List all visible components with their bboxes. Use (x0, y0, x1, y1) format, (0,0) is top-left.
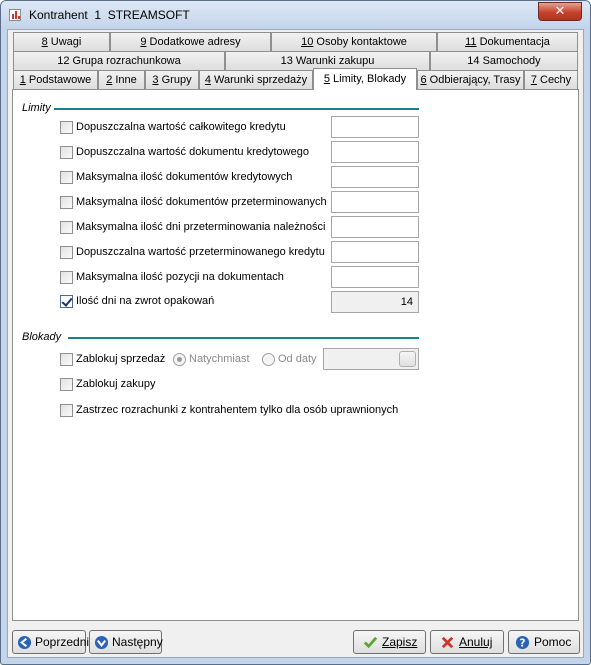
checkbox-label: Maksymalna ilość pozycji na dokumentach (76, 271, 284, 283)
tab-limity-blokady[interactable] (313, 68, 417, 90)
cross-icon (440, 635, 455, 650)
close-button[interactable]: ✕ (538, 2, 582, 21)
tab-label: Limity, Blokady (333, 73, 407, 85)
next-button[interactable] (89, 630, 162, 654)
help-button[interactable] (508, 630, 580, 654)
tab-label: Dodatkowe adresy (149, 36, 241, 48)
tab-osoby-kontaktowe[interactable] (271, 32, 437, 52)
radio-from-date-label: Od daty (278, 353, 317, 365)
checkbox-label: Maksymalna ilość dokumentów przeterminowanych (76, 196, 327, 208)
button-label: Zapisz (382, 635, 418, 649)
tab-panel-limity-blokady (12, 89, 579, 621)
button-label: Poprzedni (35, 635, 90, 649)
window-title: Kontrahent 1 STREAMSOFT (29, 8, 190, 22)
button-label: Anuluj (459, 635, 493, 649)
tab-label: Podstawowe (28, 74, 92, 86)
tab-dokumentacja[interactable] (437, 32, 578, 52)
tab-key: 8 (41, 36, 48, 48)
cancel-button[interactable] (430, 630, 504, 654)
help-icon (515, 635, 530, 650)
tab-label: Inne (115, 74, 137, 86)
tab-odbierajacy-trasy[interactable] (417, 70, 524, 90)
tab-grupa-rozrachunkowa[interactable] (13, 51, 225, 71)
tab-label: Uwagi (50, 36, 82, 48)
limity-section-title: Limity (22, 102, 51, 114)
tab-podstawowe[interactable] (13, 70, 98, 90)
checkbox-label: Zablokuj sprzedaż (76, 353, 166, 365)
tab-key: 1 (19, 74, 26, 86)
svg-text:?: ? (519, 637, 526, 650)
checkbox-label: Maksymalna ilość dni przeterminowania należności (76, 221, 326, 233)
tab-label: Dokumentacja (479, 36, 550, 48)
checkbox-label: Dopuszczalna wartość całkowitego kredytu (76, 121, 286, 133)
tab-label: Grupy (161, 74, 192, 86)
previous-button[interactable] (12, 630, 90, 654)
tab-label: Cechy (540, 74, 572, 86)
checkbox-label: Dopuszczalna wartość dokumentu kredytowego (76, 146, 309, 158)
tab-label: Osoby kontaktowe (316, 36, 407, 48)
arrow-left-icon (17, 635, 32, 650)
tab-key: 3 (152, 74, 159, 86)
button-label: Pomoc (534, 635, 572, 649)
tab-key: 2 (106, 74, 113, 86)
tab-inne[interactable] (98, 70, 145, 90)
tab-label: 14 Samochody (467, 55, 541, 67)
tab-key: 7 (530, 74, 537, 86)
checkbox-label: Dopuszczalna wartość przeterminowanego kredytu (76, 246, 325, 258)
tab-dodatkowe-adresy[interactable] (110, 32, 271, 52)
arrow-down-icon (94, 635, 109, 650)
tab-samochody[interactable] (430, 51, 578, 71)
tab-key: 5 (323, 73, 330, 85)
checkbox-label: Maksymalna ilość dokumentów kredytowych (76, 171, 293, 183)
tab-key: 10 (301, 36, 314, 48)
tab-cechy[interactable] (524, 70, 578, 90)
radio-immediate-label: Natychmiast (189, 353, 250, 365)
tab-key: 4 (204, 74, 211, 86)
tab-label: 13 Warunki zakupu (280, 55, 375, 67)
tab-grupy[interactable] (145, 70, 199, 90)
tab-uwagi[interactable] (13, 32, 110, 52)
tab-key: 6 (420, 74, 427, 86)
tab-key: 11 (465, 36, 477, 48)
checkbox-label: Ilość dni na zwrot opakowań (76, 295, 215, 307)
tab-warunki-sprzedazy[interactable] (199, 70, 313, 90)
save-button[interactable] (353, 630, 426, 654)
blokady-section-title: Blokady (22, 331, 62, 343)
checkmark-icon (363, 635, 378, 650)
button-label: Następny (112, 635, 163, 649)
tab-label: Warunki sprzedaży (214, 74, 308, 86)
checkbox-label: Zastrzec rozrachunki z kontrahentem tylko dla osób uprawnionych (76, 404, 399, 416)
tab-label: 12 Grupa rozrachunkowa (57, 55, 181, 67)
app-chart-icon (9, 9, 21, 21)
title-bar[interactable] (1, 1, 590, 29)
tab-key: 9 (140, 36, 147, 48)
tab-label: Odbierający, Trasy (429, 74, 521, 86)
checkbox-label: Zablokuj zakupy (76, 378, 156, 390)
packaging-return-days-input[interactable]: 14 (331, 291, 419, 313)
